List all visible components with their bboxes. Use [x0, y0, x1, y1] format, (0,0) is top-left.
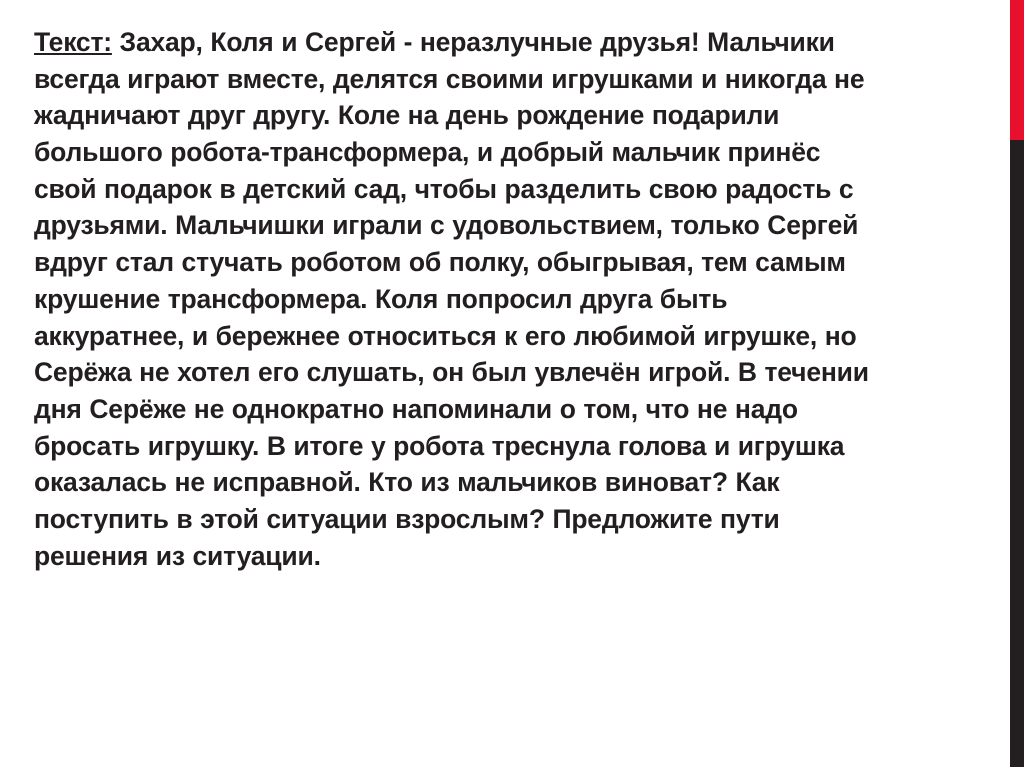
accent-bar-dark: [1010, 140, 1024, 767]
slide-body-text: [34, 24, 879, 574]
text-label: Текст:: [34, 27, 112, 57]
text-content: Захар, Коля и Сергей - неразлучные друзья! Мальчики всегда играют вместе, делятся своими игрушками и никогда не жадничают друг другу. Коле на день рождение подарили большого робота-трансформера, и добрый мальчик принёс свой подарок в детский сад, чтобы разделить свою радость с друзьями. Мальчишки играли с удовольствием, только Сергей вдруг стал стучать роботом об полку, обыгрывая, тем самым крушение трансформера. Коля попросил друга быть аккуратнее, и бережнее относиться к его любимой игрушке, но Серёжа не хотел его слушать, он был увлечён игрой. В течении дня Серёже не однократно напоминали о том, что не надо бросать игрушку. В итоге у робота треснула голова и игрушка оказалась не исправной. Кто из мальчиков виноват? Как поступить в этой ситуации взрослым? Предложите пути решения из ситуации.: [34, 27, 869, 571]
accent-bar-red: [1010, 0, 1024, 140]
